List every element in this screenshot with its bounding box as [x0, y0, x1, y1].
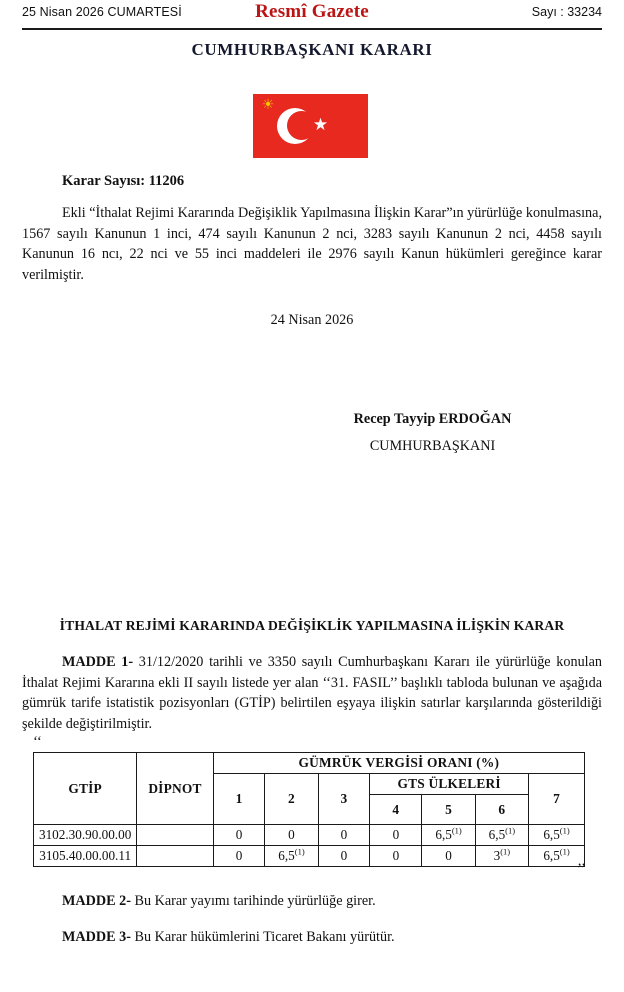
header-gtip: GTİP — [34, 753, 137, 825]
page-title: CUMHURBAŞKANI KARARI — [191, 40, 433, 59]
signatory-role: CUMHURBAŞKANI — [369, 438, 496, 454]
value: 6,5 — [543, 848, 560, 863]
table-header-row-1 — [34, 753, 585, 774]
madde-3-label: MADDE 3- — [62, 929, 131, 945]
sun-icon: ☀ — [261, 97, 275, 113]
cell-col-6 — [475, 825, 528, 846]
value: 0 — [445, 848, 452, 863]
turkish-flag-icon — [253, 94, 368, 158]
footnote-ref: (1) — [505, 825, 516, 836]
value: 0 — [340, 827, 348, 842]
decision-date: 24 Nisan 2026 — [270, 312, 354, 328]
value: 6,5 — [488, 827, 506, 842]
cell-col-3 — [318, 825, 370, 846]
header-col-2: 2 — [265, 774, 318, 825]
masthead-divider — [22, 28, 602, 30]
masthead — [0, 0, 624, 31]
footnote-ref: (1) — [559, 846, 570, 857]
header-col-1: 1 — [213, 774, 265, 825]
cell-col-4 — [370, 825, 422, 846]
star-icon: ★ — [312, 115, 329, 135]
value: 0 — [235, 827, 243, 842]
cell-col-3 — [318, 846, 370, 867]
header-col-5: 5 — [422, 795, 475, 825]
cell-col-5 — [422, 825, 475, 846]
header-gts-countries: GTS ÜLKELERİ — [370, 774, 529, 795]
masthead-title: Resmî Gazete — [255, 1, 369, 22]
cell-gtip: 3105.40.00.00.11 — [34, 846, 137, 867]
value: 6,5 — [278, 848, 295, 863]
madde-1-label: MADDE 1- — [62, 654, 134, 670]
signatory-name: Recep Tayyip ERDOĞAN — [353, 411, 512, 427]
header-dipnot: DİPNOT — [137, 753, 213, 825]
masthead-issue-number: Sayı : 33234 — [531, 5, 602, 19]
value: 0 — [392, 848, 400, 863]
tariff-table-head — [34, 753, 585, 825]
cell-dipnot — [137, 825, 213, 846]
table-row — [34, 846, 585, 867]
value: 6,5 — [435, 827, 452, 842]
quote-open-mark: ‘‘ — [33, 734, 42, 750]
value: 0 — [340, 848, 348, 863]
masthead-date: 25 Nisan 2026 CUMARTESİ — [22, 5, 182, 19]
decision-intro-paragraph: Ekli “İthalat Rejimi Kararında Değişiklik Yapılmasına İlişkin Karar”ın yürürlüğe konulmasına, 1567 sayılı Kanunun 1 inci, 474 sayılı Kanunun 2 nci, 3283 sayılı Kanunun 2 nci, 4458 sayılı Kanunun 16 ncı, 22 nci ve 55 inci maddeleri ile 2976 sayılı Kanun hükümleri gereğince karar verilmiştir. — [22, 205, 602, 283]
cell-dipnot — [137, 846, 213, 867]
madde-3-text: Bu Karar hükümlerini Ticaret Bakanı yürütür. — [130, 929, 395, 945]
footnote-ref: (1) — [559, 825, 570, 836]
tariff-table — [33, 752, 585, 867]
cell-col-7 — [529, 825, 585, 846]
value: 0 — [235, 848, 243, 863]
value: 6,5 — [543, 827, 560, 842]
table-row — [34, 825, 585, 846]
decision-number: Karar Sayısı: 11206 — [62, 173, 185, 189]
annex-title: İTHALAT REJİMİ KARARINDA DEĞİŞİKLİK YAPILMASINA İLİŞKİN KARAR — [59, 618, 565, 633]
cell-gtip: 3102.30.90.00.00 — [34, 825, 137, 846]
header-customs-duty-rate: GÜMRÜK VERGİSİ ORANI (%) — [213, 753, 584, 774]
header-col-4: 4 — [370, 795, 422, 825]
cell-col-2 — [265, 825, 318, 846]
quote-close-mark: ’’ — [577, 861, 586, 877]
madde-1-paragraph — [22, 652, 602, 734]
value: 0 — [288, 827, 295, 842]
madde-2-text: Bu Karar yayımı tarihinde yürürlüğe girer. — [130, 893, 376, 909]
header-col-7: 7 — [529, 774, 585, 825]
footnote-ref: (1) — [451, 825, 462, 836]
cell-col-1 — [213, 825, 265, 846]
header-col-6: 6 — [475, 795, 528, 825]
footnote-ref: (1) — [500, 846, 511, 857]
cell-col-1 — [213, 846, 265, 867]
madde-2-label: MADDE 2- — [62, 893, 131, 909]
tariff-table-body — [34, 825, 585, 867]
cell-col-6 — [475, 846, 528, 867]
madde-3-paragraph — [62, 929, 602, 946]
header-col-3: 3 — [318, 774, 370, 825]
cell-col-2 — [265, 846, 318, 867]
value: 0 — [392, 827, 400, 842]
madde-1-text: 31/12/2020 tarihli ve 3350 sayılı Cumhurbaşkanı Kararı ile yürürlüğe konulan İthalat Rejimi Kararına ekli II sayılı listede yer alan ‘‘31. FASIL’’ başlıklı tabloda bulunan ve aşağıda gümrük tarife istatistik pozisyonları (GTİP) belirtilen eşyaya ilişkin satırlar karşılarında gösterildiği şekilde değiştirilmiştir. — [22, 654, 602, 732]
cell-col-5 — [422, 846, 475, 867]
footnote-ref: (1) — [294, 846, 305, 857]
value: 3 — [493, 848, 501, 863]
madde-2-paragraph — [62, 893, 602, 910]
cell-col-4 — [370, 846, 422, 867]
